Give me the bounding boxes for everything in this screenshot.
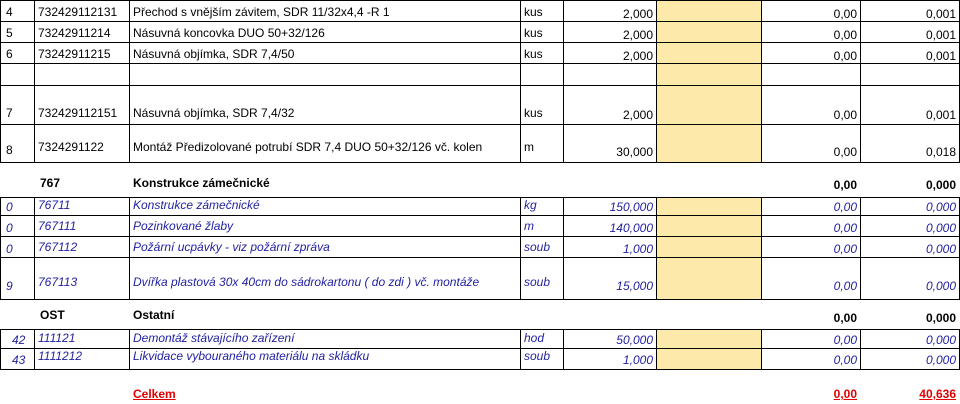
item-price: 0,00 — [833, 353, 857, 367]
item-price: 0,00 — [833, 145, 857, 159]
item-description: Dvířka plastová 30x 40cm do sádrokartonu ( do zdi ) vč. montáže — [133, 275, 480, 289]
item-price: 0,00 — [833, 242, 857, 256]
highlight-cell — [656, 329, 761, 369]
item-description: Násuvná objímka, SDR 7,4/32 — [133, 106, 295, 120]
row-number: 43 — [12, 353, 26, 367]
item-description: Konstrukce zámečnické — [133, 198, 260, 212]
item-code: 76711 — [38, 198, 71, 212]
item-unit: kg — [524, 198, 537, 212]
item-code: 732429112151 — [38, 106, 118, 120]
total-label: Celkem — [133, 387, 176, 401]
item-description: Násuvná koncovka DUO 50+32/126 — [133, 26, 325, 40]
row-number: 6 — [6, 47, 13, 61]
item-quantity: 2,000 — [622, 28, 653, 42]
item-price: 0,00 — [833, 49, 857, 63]
section-code: 767 — [40, 176, 61, 190]
item-unit: soub — [524, 240, 551, 254]
section-title: Ostatní — [133, 308, 175, 322]
item-price: 0,00 — [833, 28, 857, 42]
item-description: Montáž Předizolované potrubí SDR 7,4 DUO 50+32/126 vč. kolen — [133, 140, 483, 154]
item-code: 1111212 — [38, 349, 83, 363]
item-unit: m — [524, 219, 534, 233]
item-weight: 0,000 — [925, 200, 956, 214]
total-weight: 40,636 — [919, 387, 956, 401]
item-quantity: 140,000 — [609, 221, 653, 235]
item-quantity: 15,000 — [616, 279, 653, 293]
item-code: 732429112131 — [38, 5, 118, 19]
item-weight: 0,001 — [925, 108, 956, 122]
item-code: 767111 — [38, 219, 77, 233]
item-quantity: 150,000 — [609, 200, 653, 214]
item-unit: hod — [524, 331, 545, 345]
item-description: Demontáž stávajícího zařízení — [133, 331, 295, 345]
item-price: 0,00 — [833, 221, 857, 235]
item-description: Přechod s vnějším závitem, SDR 11/32x4,4 -R 1 — [133, 5, 390, 19]
item-weight: 0,001 — [925, 49, 956, 63]
item-code: 73242911214 — [38, 26, 111, 40]
item-price: 0,00 — [833, 279, 857, 293]
row-number: 42 — [12, 333, 26, 347]
item-quantity: 30,000 — [616, 145, 653, 159]
section-weight: 0,000 — [925, 178, 956, 192]
highlight-cell — [656, 197, 761, 299]
section-title: Konstrukce zámečnické — [133, 176, 270, 190]
item-weight: 0,001 — [925, 28, 956, 42]
section-code: OST — [40, 308, 65, 322]
item-price: 0,00 — [833, 108, 857, 122]
item-unit: soub — [524, 349, 551, 363]
item-weight: 0,000 — [925, 221, 956, 235]
item-price: 0,00 — [833, 200, 857, 214]
item-unit: kus — [524, 47, 543, 61]
row-number: 0 — [6, 242, 13, 256]
item-quantity: 2,000 — [622, 108, 653, 122]
row-number: 0 — [6, 200, 13, 214]
item-unit: m — [524, 140, 534, 154]
row-number: 0 — [6, 221, 13, 235]
item-price: 0,00 — [833, 333, 857, 347]
item-code: 73242911215 — [38, 47, 111, 61]
section-price: 0,00 — [833, 178, 857, 192]
item-description: Likvidace vybouraného materiálu na skládku — [133, 349, 370, 363]
row-number: 9 — [6, 279, 13, 293]
row-number: 7 — [6, 106, 13, 120]
section-weight: 0,000 — [925, 311, 956, 325]
item-weight: 0,000 — [925, 279, 956, 293]
item-code: 767112 — [38, 240, 78, 254]
item-description: Pozinkované žlaby — [133, 219, 234, 233]
item-weight: 0,000 — [925, 353, 956, 367]
item-quantity: 1,000 — [622, 242, 653, 256]
item-quantity: 1,000 — [622, 353, 653, 367]
item-weight: 0,000 — [925, 242, 956, 256]
item-weight: 0,018 — [925, 145, 956, 159]
item-quantity: 2,000 — [622, 7, 653, 21]
item-unit: kus — [524, 26, 543, 40]
row-number: 8 — [6, 143, 13, 157]
row-number: 5 — [6, 26, 13, 40]
highlight-cell — [656, 0, 761, 162]
total-price: 0,00 — [833, 387, 857, 401]
section-price: 0,00 — [833, 311, 857, 325]
item-quantity: 50,000 — [616, 333, 653, 347]
row-number: 4 — [6, 5, 13, 19]
item-description: Požární ucpávky - viz požární zpráva — [133, 240, 330, 254]
item-unit: kus — [524, 106, 543, 120]
item-code: 7324291122 — [38, 140, 104, 154]
item-quantity: 2,000 — [622, 49, 653, 63]
item-unit: kus — [524, 5, 543, 19]
item-code: 111121 — [38, 331, 76, 345]
item-weight: 0,000 — [925, 333, 956, 347]
item-weight: 0,001 — [925, 7, 956, 21]
item-description: Násuvná objímka, SDR 7,4/50 — [133, 47, 295, 61]
item-price: 0,00 — [833, 7, 857, 21]
item-code: 767113 — [38, 275, 78, 289]
item-unit: soub — [524, 275, 551, 289]
